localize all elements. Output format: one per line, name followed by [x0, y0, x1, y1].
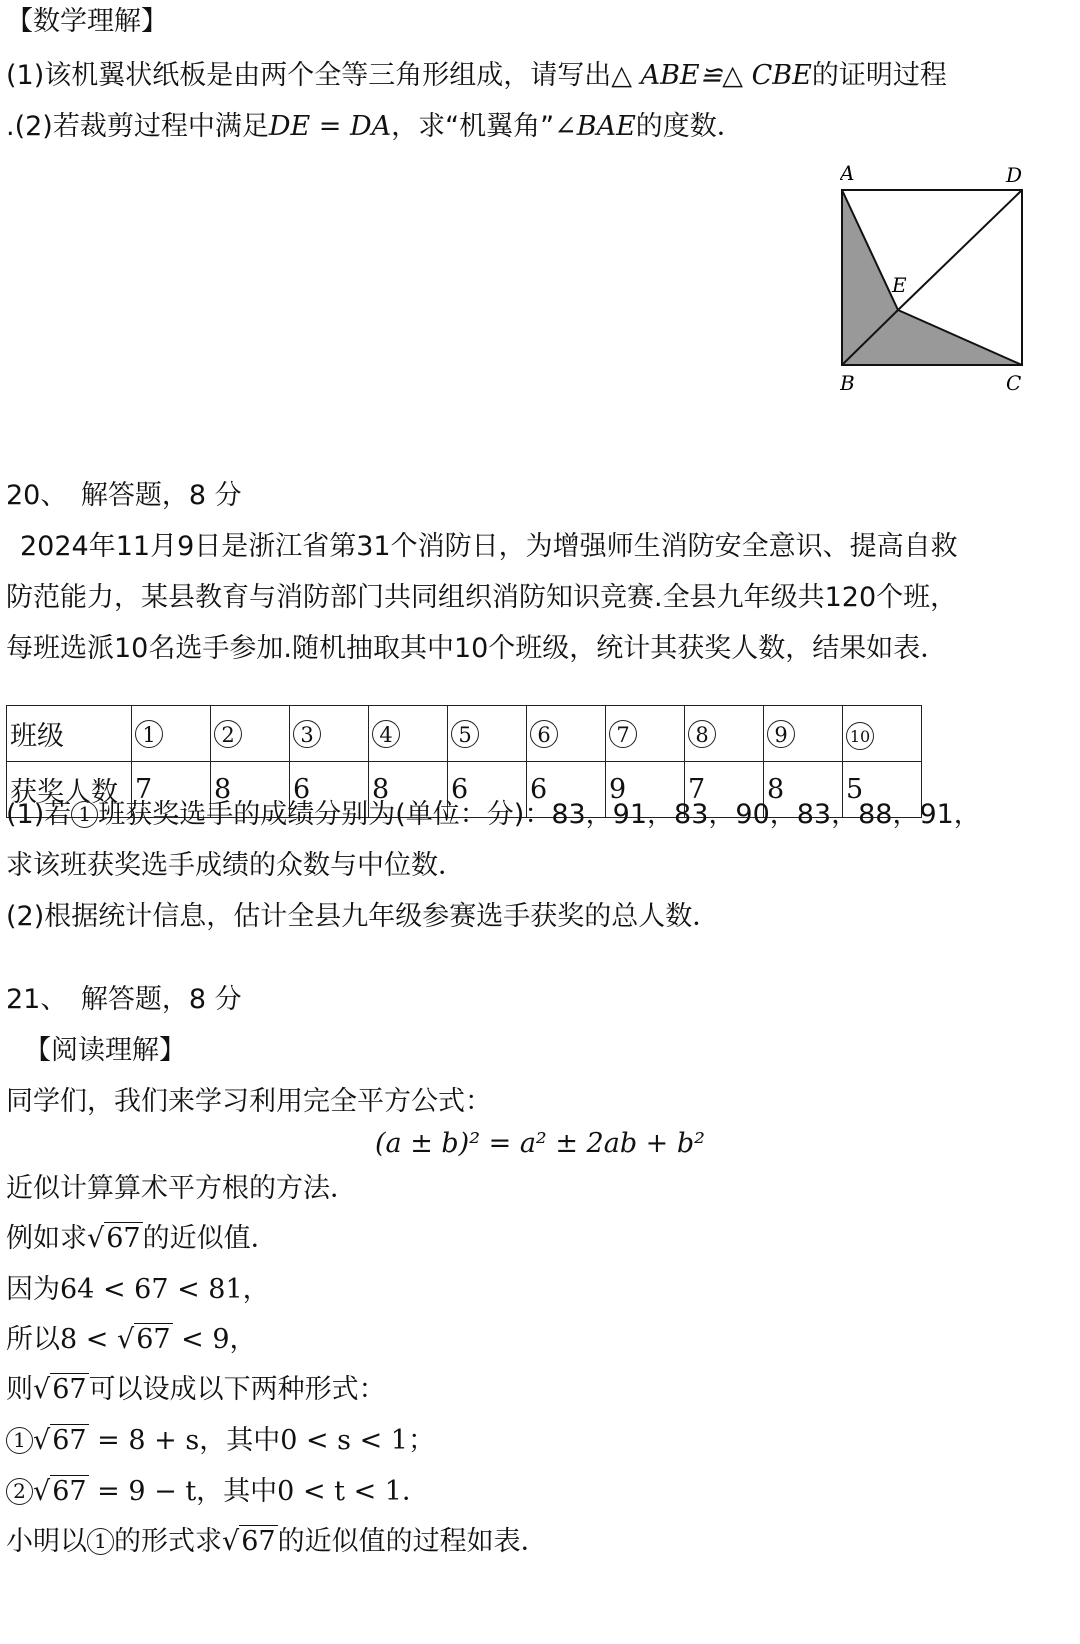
table-cell-winners: 8 [764, 762, 843, 818]
sqrt-radicand: 67 [52, 1476, 87, 1507]
table-cell-winners: 6 [448, 762, 527, 818]
q20-intro-line3: 每班选派10名选手参加.随机抽取其中10个班级，统计其获奖人数，结果如表． [6, 633, 948, 664]
table-cell-class [843, 706, 922, 762]
class-number-7: 7 [609, 720, 637, 748]
sqrt-67: √67 [116, 1324, 171, 1355]
q19-heading: 【数学理解】 [6, 6, 168, 37]
class-number-6: 6 [530, 720, 558, 748]
table-cell-winners: 7 [132, 762, 211, 818]
label-e: E [892, 273, 907, 297]
table-cell-winners: 8 [211, 762, 290, 818]
q19-part1-math: △ ABE≌△ CBE [611, 60, 812, 91]
q20-part1-prefix: (1)若 [6, 799, 72, 830]
table-row-classes [7, 706, 922, 762]
q20-part2: (2)根据统计信息，估计全县九年级参赛选手获奖的总人数． [6, 901, 720, 932]
q21-heading: 【阅读理解】 [24, 1035, 186, 1066]
sqrt-radicand: 67 [136, 1324, 171, 1355]
sqrt-67: √67 [33, 1476, 87, 1507]
q20-part1-line2: 求该班获奖选手成绩的众数与中位数． [6, 850, 465, 881]
sqrt-radicand: 67 [241, 1526, 276, 1557]
table-cell-class [685, 706, 764, 762]
q21-line2: 近似计算算术平方根的方法． [6, 1173, 357, 1204]
q19-part2-math: DE = DA [268, 111, 392, 142]
q20-header: 20、 解答题，8 分 [6, 480, 242, 511]
q21-header: 21、 解答题，8 分 [6, 984, 242, 1015]
class-number-9: 9 [767, 720, 795, 748]
table-cell-class [369, 706, 448, 762]
q21-line3-prefix: 例如求 [6, 1223, 87, 1254]
label-a: A [840, 161, 855, 185]
table-cell-class [132, 706, 211, 762]
sqrt-radicand: 67 [106, 1223, 141, 1254]
q21-line3 [6, 1221, 278, 1257]
segment-ed [898, 190, 1022, 310]
q21-line6-prefix: 则 [6, 1374, 33, 1405]
table-cell-winners: 7 [685, 762, 764, 818]
q19-part1-suffix: 的证明过程 [811, 60, 947, 91]
q19-part2-mid: ，求“机翼角” [391, 111, 555, 142]
q21-line1: 同学们，我们来学习利用完全平方公式： [6, 1086, 492, 1117]
sqrt-67: √67 [33, 1374, 87, 1405]
table-cell-class [448, 706, 527, 762]
sqrt-radicand: 67 [52, 1425, 87, 1456]
q21-line3-suffix: 的近似值． [142, 1223, 278, 1254]
q21-form1-circle: 1 [6, 1427, 33, 1454]
q21-line5 [6, 1322, 257, 1358]
q20-part1-scores: 班获奖选手的成绩分别为(单位：分)：83，91，83，90，83，88，91， [98, 799, 981, 830]
q20-part1-circle: 1 [71, 801, 98, 828]
table-cell-class [606, 706, 685, 762]
table-cell-class [764, 706, 843, 762]
table-cell-winners: 6 [290, 762, 369, 818]
q21-form1-text: = 8 + s，其中0 < s < 1； [88, 1425, 435, 1456]
table-cell-winners: 6 [527, 762, 606, 818]
q20-part1-line1 [6, 797, 981, 833]
q21-form1 [6, 1423, 435, 1459]
sqrt-67: √67 [87, 1223, 141, 1254]
class-number-10: 10 [846, 722, 874, 750]
q21-line9-mid: 的形式求 [114, 1526, 222, 1557]
q21-line5-suffix: < 9， [172, 1324, 257, 1355]
class-number-4: 4 [372, 720, 400, 748]
table-cell-class [527, 706, 606, 762]
class-number-3: 3 [293, 720, 321, 748]
q21-line9 [6, 1524, 548, 1560]
q19-part2-suffix: 的度数． [635, 111, 744, 142]
q21-line5-prefix: 所以8 < [6, 1324, 117, 1355]
table-header-class: 班级 [7, 706, 132, 762]
q19-part2-math2: ∠BAE [554, 111, 636, 142]
table-header-winners: 获奖人数 [7, 762, 132, 818]
q21-line6 [6, 1372, 386, 1408]
table-cell-winners: 9 [606, 762, 685, 818]
label-c: C [1006, 371, 1022, 395]
table-cell-winners: 5 [843, 762, 922, 818]
sqrt-radicand: 67 [52, 1374, 87, 1405]
q21-line6-suffix: 可以设成以下两种形式： [88, 1374, 386, 1405]
class-number-8: 8 [688, 720, 716, 748]
sqrt-67: √67 [33, 1425, 87, 1456]
wing-figure [840, 160, 1040, 400]
q19-part2 [6, 109, 744, 145]
q19-part1 [6, 58, 947, 94]
label-d: D [1006, 163, 1023, 187]
q21-line9-suffix: 的近似值的过程如表． [277, 1526, 548, 1557]
q19-part1-prefix: (1)该机翼状纸板是由两个全等三角形组成，请写出 [6, 60, 612, 91]
class-number-5: 5 [451, 720, 479, 748]
class-number-2: 2 [214, 720, 242, 748]
q20-intro-line2: 防范能力，某县教育与消防部门共同组织消防知识竞赛.全县九年级共120个班， [6, 582, 958, 613]
q21-form2-circle: 2 [6, 1478, 33, 1505]
sqrt-67: √67 [222, 1526, 276, 1557]
class-number-1: 1 [135, 720, 163, 748]
q21-form2 [6, 1474, 429, 1510]
q19-part2-prefix: .(2)若裁剪过程中满足 [6, 111, 269, 142]
q20-intro-line1: 2024年11月9日是浙江省第31个消防日，为增强师生消防安全意识、提高自救 [20, 531, 958, 562]
q21-line9-prefix: 小明以 [6, 1526, 87, 1557]
q21-line4: 因为64 < 67 < 81， [6, 1274, 270, 1305]
q21-formula: (a ± b)² = a² ± 2ab + b² [374, 1128, 705, 1159]
label-b: B [840, 371, 855, 395]
table-cell-winners: 8 [369, 762, 448, 818]
table-cell-class [290, 706, 369, 762]
q21-form2-text: = 9 − t，其中0 < t < 1． [88, 1476, 429, 1507]
q21-line9-circle: 1 [87, 1528, 114, 1555]
table-cell-class [211, 706, 290, 762]
